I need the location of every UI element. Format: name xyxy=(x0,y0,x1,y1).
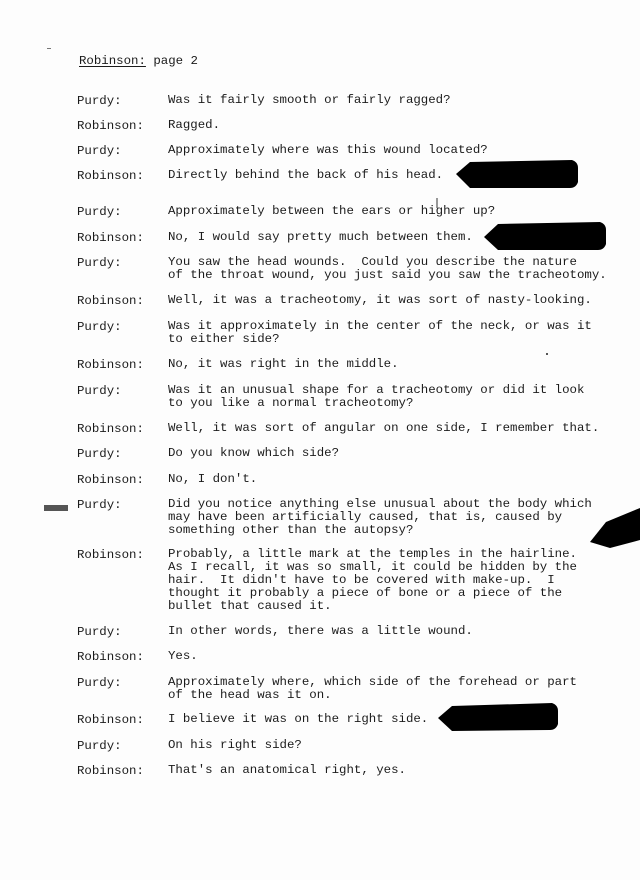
speaker-label: Robinson: xyxy=(77,169,144,183)
entry-line: Approximately between the ears or higher up? xyxy=(168,204,496,218)
speaker-label: Robinson: xyxy=(77,764,144,778)
speaker-label: Purdy: xyxy=(77,739,122,753)
entry-line: That's an anatomical right, yes. xyxy=(168,763,406,777)
speaker-label: Robinson: xyxy=(77,422,144,436)
redaction-bar xyxy=(484,222,606,250)
entry-line: On his right side? xyxy=(168,738,302,752)
speaker-label: Purdy: xyxy=(77,94,122,108)
entry-line: to you like a normal tracheotomy? xyxy=(168,396,414,410)
entry-line: Approximately where, which side of the forehead or part xyxy=(168,675,577,689)
speaker-label: Robinson: xyxy=(77,713,144,727)
redaction-bar xyxy=(438,703,558,731)
scan-artifact xyxy=(546,353,548,355)
entry-line: Ragged. xyxy=(168,118,221,132)
entry-line: No, I would say pretty much between them. xyxy=(168,230,473,244)
speaker-label: Robinson: xyxy=(77,548,144,562)
entry-line: Yes. xyxy=(168,649,198,663)
scan-artifact xyxy=(47,48,51,49)
entry-line: of the throat wound, you just said you saw the tracheotomy. xyxy=(168,268,607,282)
speaker-label: Robinson: xyxy=(77,294,144,308)
entry-line: to either side? xyxy=(168,332,280,346)
header-page-number: page 2 xyxy=(153,54,198,68)
entry-line: Was it approximately in the center of the neck, or was it xyxy=(168,319,592,333)
entry-line: You saw the head wounds. Could you describe the nature xyxy=(168,255,577,269)
speaker-label: Purdy: xyxy=(77,447,122,461)
entry-line: Probably, a little mark at the temples in the hairline. xyxy=(168,547,577,561)
speaker-label: Robinson: xyxy=(77,119,144,133)
speaker-label: Purdy: xyxy=(77,320,122,334)
redaction-bar xyxy=(590,508,640,548)
header-name: Robinson: xyxy=(79,54,146,68)
entry-line: No, it was right in the middle. xyxy=(168,357,399,371)
entry-line: Approximately where was this wound located? xyxy=(168,143,488,157)
scan-artifact xyxy=(44,505,68,511)
entry-line: I believe it was on the right side. xyxy=(168,712,429,726)
speaker-label: Purdy: xyxy=(77,256,122,270)
entry-line: something other than the autopsy? xyxy=(168,523,414,537)
entry-line: Directly behind the back of his head. xyxy=(168,168,444,182)
entry-line: bullet that caused it. xyxy=(168,599,332,613)
entry-line: Was it an unusual shape for a tracheotomy or did it look xyxy=(168,383,585,397)
entry-line: No, I don't. xyxy=(168,472,258,486)
entry-line: hair. It didn't have to be covered with make-up. I xyxy=(168,573,555,587)
speaker-label: Purdy: xyxy=(77,205,122,219)
entry-line: As I recall, it was so small, it could be hidden by the xyxy=(168,560,577,574)
entry-line: Was it fairly smooth or fairly ragged? xyxy=(168,93,451,107)
entry-line: of the head was it on. xyxy=(168,688,332,702)
entry-line: Well, it was sort of angular on one side, I remember that. xyxy=(168,421,600,435)
speaker-label: Purdy: xyxy=(77,384,122,398)
speaker-label: Purdy: xyxy=(77,676,122,690)
entry-line: Did you notice anything else unusual about the body which xyxy=(168,497,592,511)
speaker-label: Purdy: xyxy=(77,498,122,512)
speaker-label: Purdy: xyxy=(77,625,122,639)
speaker-label: Robinson: xyxy=(77,358,144,372)
entry-line: may have been artificially caused, that is, caused by xyxy=(168,510,563,524)
entry-line: In other words, there was a little wound. xyxy=(168,624,473,638)
speaker-label: Robinson: xyxy=(77,231,144,245)
redaction-bar xyxy=(456,160,578,188)
speaker-label: Purdy: xyxy=(77,144,122,158)
speaker-label: Robinson: xyxy=(77,650,144,664)
speaker-label: Robinson: xyxy=(77,473,144,487)
entry-line: thought it probably a piece of bone or a piece of the xyxy=(168,586,563,600)
entry-line: Do you know which side? xyxy=(168,446,340,460)
entry-line: Well, it was a tracheotomy, it was sort of nasty-looking. xyxy=(168,293,592,307)
